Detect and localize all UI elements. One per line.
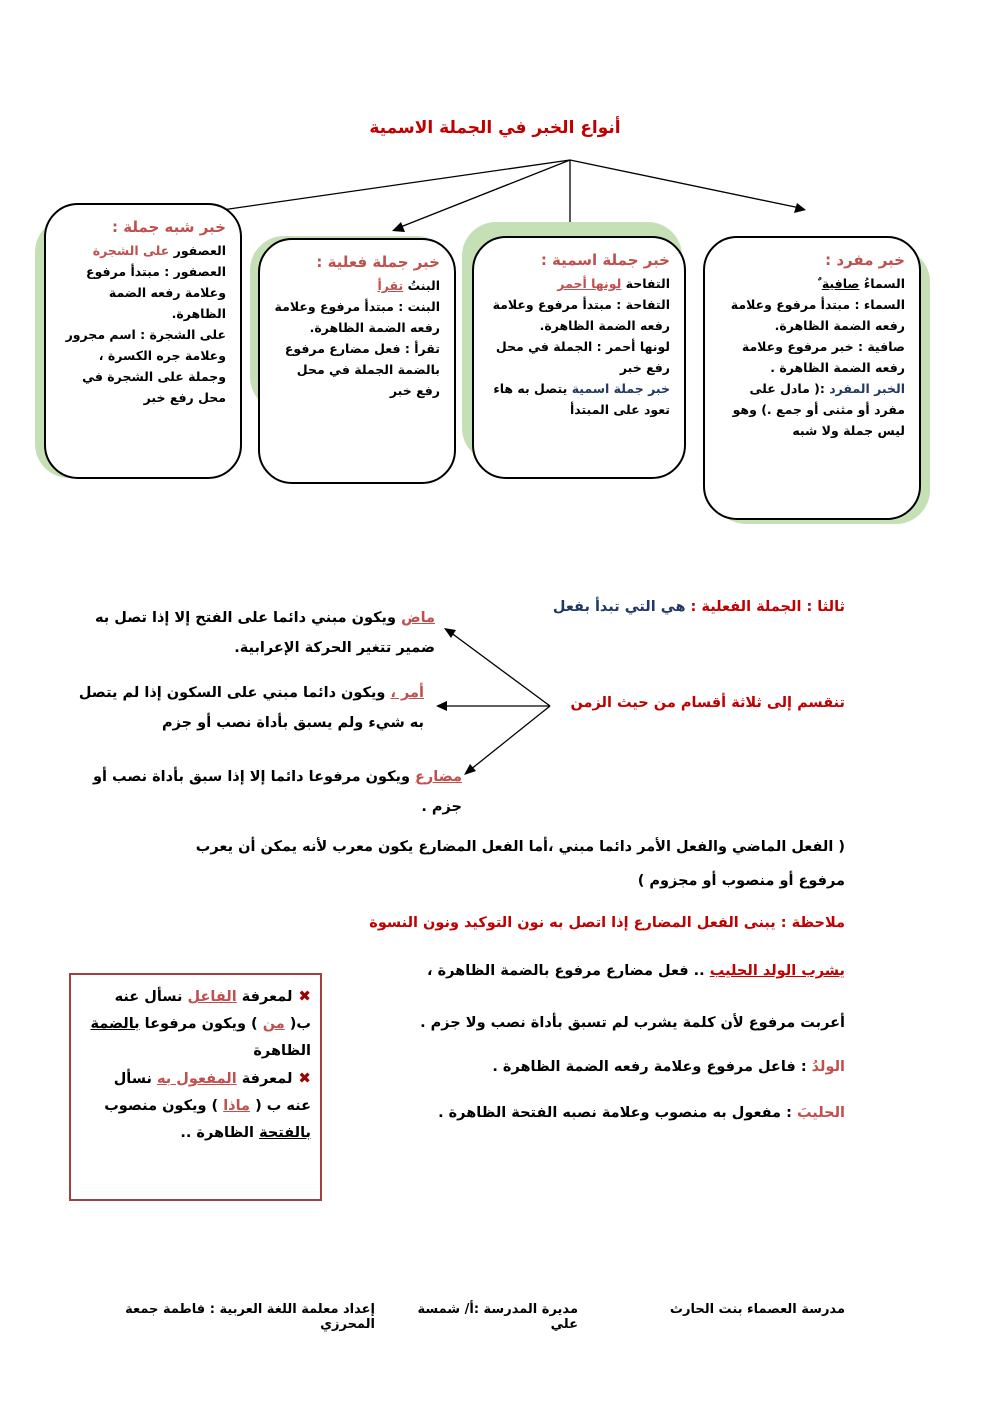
hint-text: لمعرفة [236, 989, 293, 1005]
verb-amr-word: أمر ، [390, 685, 424, 701]
example-rest: .. فعل مضارع مرفوع بالضمة الظاهرة ، [427, 963, 710, 979]
example-text: البنتُ [403, 278, 440, 293]
definition-label: الخبر المفرد [829, 381, 905, 396]
verb-madi [80, 603, 435, 663]
card-line: السماء : مبتدأ مرفوع وعلامة رفعه الضمة الظاهرة. [730, 297, 905, 333]
cross-icon: ✖ [298, 1069, 311, 1087]
example-sentence [360, 956, 845, 986]
definition-label: خبر جملة اسمية [571, 381, 670, 396]
parse-halib-label: الحليبَ [796, 1105, 845, 1121]
hint-highlight: الفاعل [187, 989, 237, 1005]
card-line: صافية : خبر مرفوع وعلامة رفعه الضمة الظاهرة . [741, 339, 905, 375]
cross-icon: ✖ [298, 987, 311, 1005]
page-title: أنواع الخبر في الجملة الاسمية [369, 118, 621, 138]
card-line: التفاحة : مبتدأ مرفوع وعلامة رفعه الضمة الظاهرة. [492, 297, 670, 333]
verb-arrows [420, 620, 560, 780]
verb-madi-text: ويكون مبني دائما على الفتح إلا إذا تصل به ضمير تتغير الحركة الإعرابية. [94, 610, 435, 656]
verbs-heading-label: ثالثا : الجملة الفعلية : [685, 599, 845, 615]
card-heading: خبر جملة فعلية : [316, 253, 440, 271]
verb-mudari-text: ويكون مرفوعا دائما إلا إذا سبق بأداة نصب أو جزم . [92, 769, 462, 815]
card-mufrad [703, 236, 921, 520]
hint-box [69, 973, 322, 1201]
verbs-division: تنقسم إلى ثلاثة أقسام من حيث الزمن [570, 695, 845, 711]
hint-text: ) ويكون منصوب [104, 1098, 224, 1114]
card-line: العصفور : مبتدأ مرفوع وعلامة رفعه الضمة الظاهرة. [86, 264, 226, 321]
hint-text: نسأل عنه ب [114, 989, 311, 1032]
card-line: البنت : مبتدأ مرفوع وعلامة رفعه الضمة الظاهرة. [274, 299, 440, 335]
hint-item-maful [89, 1065, 311, 1147]
hint-highlight: المفعول به [156, 1071, 237, 1087]
example-highlight: على الشجرة [92, 243, 170, 258]
card-jumla-ismiya [472, 236, 686, 479]
parse-walad [420, 1052, 845, 1082]
example-highlight: لونها أحمر [557, 276, 622, 291]
hint-item-fail [89, 983, 311, 1065]
hint-text: الظاهرة .. [180, 1125, 260, 1141]
parse-walad-text: : فاعل مرفوع وعلامة رفعه الضمة الظاهرة . [492, 1059, 812, 1075]
footer-teacher: إعداد معلمة اللغة العربية : فاطمة جمعة المحرزي [125, 1302, 375, 1332]
card-heading: خبر شبه جملة : [112, 218, 226, 236]
hint-text: ( [284, 1016, 297, 1032]
hint-highlight: بالفتحة [259, 1125, 311, 1141]
hint-text: لمعرفة [236, 1071, 293, 1087]
example-reason: أعربت مرفوع لأن كلمة يشرب لم تسبق بأداة نصب ولا جزم . [420, 1015, 845, 1031]
card-heading: خبر مفرد : [825, 251, 905, 269]
hint-highlight: من [262, 1016, 285, 1032]
example-verb: يشرب الولد الحليب [709, 963, 845, 979]
definition-text: :( مادل على مفرد أو مثنى أو جمع .) وهو ليس جملة ولا شبه [732, 381, 905, 438]
footer-school: مدرسة العصماء بنت الحارث [669, 1302, 845, 1317]
card-jumla-fiiliya [258, 238, 456, 484]
example-text: ٌ [817, 276, 822, 291]
verb-madi-word: ماض [401, 610, 435, 626]
verbs-heading [470, 592, 845, 622]
hint-highlight: بالضمة [90, 1016, 140, 1032]
hint-text: ) ويكون مرفوعا [139, 1016, 263, 1032]
verb-amr-text: ويكون دائما مبني على السكون إذا لم يتصل به شيء ولم يسبق بأداة نصب أو جزم [78, 685, 424, 731]
note-paragraph: ( الفعل الماضي والفعل الأمر دائما مبني ،أما الفعل المضارع يكون معرب لأنه يمكن أن يعرب مرفوع أو منصوب أو مجزوم ) [195, 839, 845, 889]
parse-halib-text: : مفعول به منصوب وعلامة نصبه الفتحة الظاهرة . [438, 1105, 797, 1121]
hint-highlight: ماذا [223, 1098, 251, 1114]
example-text: التفاحة [621, 276, 670, 291]
example-text: العصفور [169, 243, 226, 258]
example-highlight: تقرأ [377, 278, 404, 293]
card-line: تقرأ : فعل مضارع مرفوع بالضمة الجملة في محل رفع خبر [284, 341, 440, 398]
verb-amr [72, 678, 424, 738]
parse-halib [380, 1098, 845, 1128]
example-text: السماءُ [859, 276, 905, 291]
verb-mudari-word: مضارع [415, 769, 462, 785]
example-highlight: صافية [821, 276, 860, 291]
card-line: على الشجرة : اسم مجرور وعلامة جره الكسرة ، وجملة على الشجرة في محل رفع خبر [65, 327, 226, 405]
footer-principal: مديرة المدرسة :أ/ شمسة علي [417, 1302, 578, 1332]
parse-walad-label: الولدُ [811, 1059, 845, 1075]
card-heading: خبر جملة اسمية : [540, 251, 670, 269]
card-line: لونها أحمر : الجملة في محل رفع خبر [495, 339, 670, 375]
verb-mudari [80, 762, 462, 822]
card-shibh-jumla [44, 203, 242, 479]
note-observation: ملاحظة : يبنى الفعل المضارع إذا اتصل به نون التوكيد ونون النسوة [369, 915, 845, 931]
hint-text: الظاهرة [253, 1043, 311, 1059]
verbs-heading-definition: هي التي تبدأ بفعل [552, 599, 686, 615]
hint-text: نسأل عنه ب ( [113, 1071, 311, 1114]
definition-text: يتصل به هاء تعود على المبتدأ [493, 381, 670, 417]
